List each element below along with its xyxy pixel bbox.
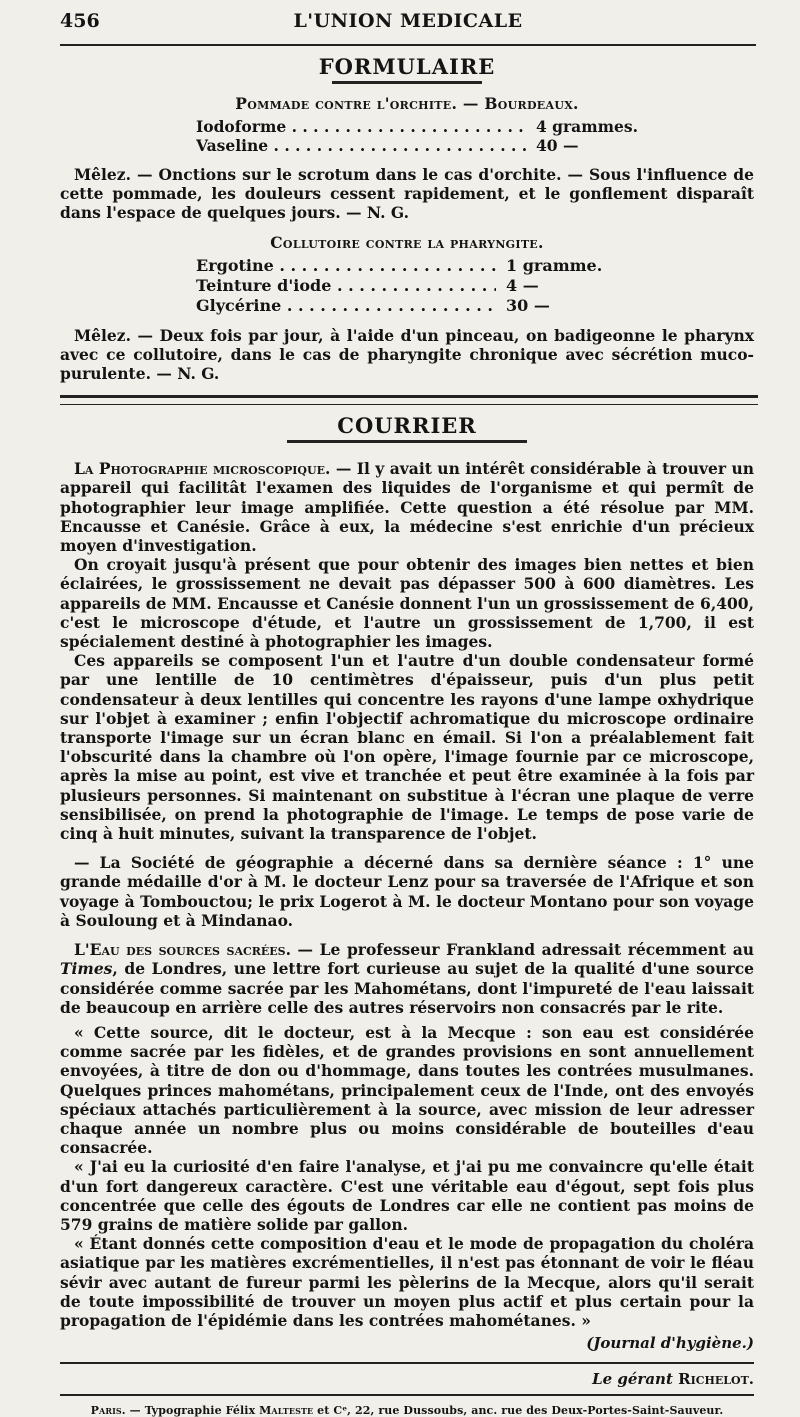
- section-divider: [60, 395, 758, 405]
- gerant-line: Le gérant Richelot.: [592, 1370, 754, 1389]
- courrier-section: [60, 413, 754, 1352]
- article-paragraph: La Photographie microscopique. — Il y avait un intérêt considérable à trouver un appareil qui facilitât l'examen des liquides de l'organisme et qui permît de photographier leur image amplifiée. Cette question a été résolue par MM. Encausse et Canésie. Grâce à eux, la médecine s'est enrichie d'un précieux moyen d'investigation.: [60, 459, 755, 556]
- recipe-row: [60, 136, 754, 155]
- recipe-row: [60, 256, 754, 276]
- printer-imprint: Paris. — Typographie Félix Malteste et Cᵉ, 22, rue Dussoubs, anc. rue des Deux-Portes-Saint-Sauveur.: [90, 1404, 724, 1417]
- page-header: [60, 0, 756, 46]
- formulaire-title: FORMULAIRE: [318, 54, 496, 79]
- article-paragraph: Ces appareils se composent l'un et l'autre d'un double condensateur formé par une lentille de 10 centimètres d'épaisseur, puis d'un plus petit condensateur à deux lentilles qui concentre les rayons d'une lampe oxhydrique sur l'objet à examiner ; enfin l'objectif achromatique du microscope ordinaire transporte l'image sur un écran blanc en émail. Si l'on a préalablement fait l'obscurité dans la chambre où l'on opère, l'image fournie par ce microscope, après la mise au point, est vive et tranchée et peut être examinée à la fois par plusieurs personnes. Si maintenant on substitue à l'écran une plaque de verre sensibilisée, on prend la photographie de l'image. Le temps de pose varie de cinq à huit minutes, suivant la transparence de l'objet.: [60, 651, 754, 844]
- footer-rule: [60, 1362, 754, 1364]
- ingredient: Teinture d'iode . . .: [196, 276, 496, 296]
- recipe1-note: Mêlez. — Onctions sur le scrotum dans le cas d'orchite. — Sous l'influence de cette pommade, les douleurs cessent rapidement, et le gonflement disparaît dans l'espace de quelques jours. — N. G.: [60, 165, 754, 223]
- ingredient: Ergotine . . .: [196, 256, 496, 276]
- recipe2-list: [60, 256, 754, 316]
- formulaire-section: [60, 54, 754, 383]
- recipe-row: [60, 117, 754, 136]
- quantity: 1 gramme.: [506, 255, 603, 275]
- recipe2-note: Mêlez. — Deux fois par jour, à l'aide d'un pinceau, on badigeonne le pharynx avec ce collutoire, dans le cas de pharyngite chronique avec sécrétion muco-purulente. — N. G.: [60, 325, 754, 384]
- courrier-title: COURRIER: [337, 413, 477, 439]
- title-underline: [287, 440, 527, 443]
- ingredient: Iodoforme . . .: [196, 117, 526, 136]
- recipe-row: [60, 296, 754, 316]
- article-paragraph: « Étant donnés cette composition d'eau et le mode de propagation du choléra asiatique par les matières excrémentielles, il n'est pas étonnant de voir le fléau sévir avec autant de fureur parmi les pèlerins de la Mecque, alors qu'il serait de toute impossibilité de trouver un moyen plus actif et plus certain pour la propagation de l'épidémie dans les contrées mahométanes. »: [60, 1234, 754, 1330]
- article-paragraph: On croyait jusqu'à présent que pour obtenir des images bien nettes et bien éclairées, le grossissement ne devait pas dépasser 500 à 600 diamètres. Les appareils de MM. Encausse et Canésie donnent l'un un grossissement de 6,400, c'est le microscope d'étude, et l'autre un grossissement de 1,700, il est spécialement destiné à photographier les images.: [60, 555, 754, 652]
- ingredient: Glycérine . . .: [196, 296, 496, 316]
- quantity: 4 —: [506, 275, 539, 295]
- quantity: 4 grammes.: [536, 117, 639, 136]
- quantity: 40 —: [536, 136, 579, 155]
- imprint-rule: [60, 1394, 754, 1396]
- ingredient: Vaseline . . .: [196, 136, 526, 155]
- article-lead: L'Eau des sources sacrées.: [74, 940, 291, 960]
- page-number: 456: [60, 10, 100, 32]
- recipe1-title: Pommade contre l'orchite. — Bourdeaux.: [235, 94, 579, 113]
- recipe2-title: Collutoire contre la pharyngite.: [270, 232, 544, 252]
- attribution: (Journal d'hygiène.): [586, 1334, 754, 1353]
- article-paragraph: — La Société de géographie a décerné dans sa dernière séance : 1° une grande médaille d'or à M. le docteur Lenz pour sa traversée de l'Afrique et son voyage à Tombouctou; le prix Logerot à M. le docteur Montano pour son voyage à Souloung et à Mindanao.: [60, 853, 754, 930]
- journal-title: L'UNION MEDICALE: [293, 10, 523, 32]
- article-paragraph: « J'ai eu la curiosité d'en faire l'analyse, et j'ai pu me convaincre qu'elle était d'un fort dangereux caractère. C'est une véritable eau d'égout, sept fois plus concentrée que celle des égouts de Londres car elle ne contient pas moins de 579 grains de matière solide par gallon.: [60, 1157, 754, 1234]
- title-underline: [332, 81, 482, 84]
- quantity: 30 —: [506, 295, 550, 315]
- article-paragraph: « Cette source, dit le docteur, est à la Mecque : son eau est considérée comme sacrée par les fidèles, et de grandes provisions en sont annuellement envoyées, à titre de don ou d'hommage, dans toutes les contrées musulmanes. Quelques princes mahométans, principalement ceux de l'Inde, ont des envoyés spéciaux attachés particulièrement à la source, avec mission de leur adresser chaque année un nombre plus ou moins considérable de bouteilles d'eau consacrée.: [60, 1022, 754, 1158]
- article-paragraph: L'Eau des sources sacrées. — Le professeur Frankland adressait récemment au Times, de Londres, une lettre fort curieuse au sujet de la qualité d'une source considérée comme sacrée par les Mahométans, dont l'impureté de l'eau laissait de beaucoup en arrière celle des autres réservoirs non consacrés par le rite.: [60, 940, 755, 1017]
- article-lead: La Photographie microscopique.: [74, 459, 331, 479]
- recipe1-list: [60, 117, 754, 155]
- recipe-row: [60, 276, 754, 296]
